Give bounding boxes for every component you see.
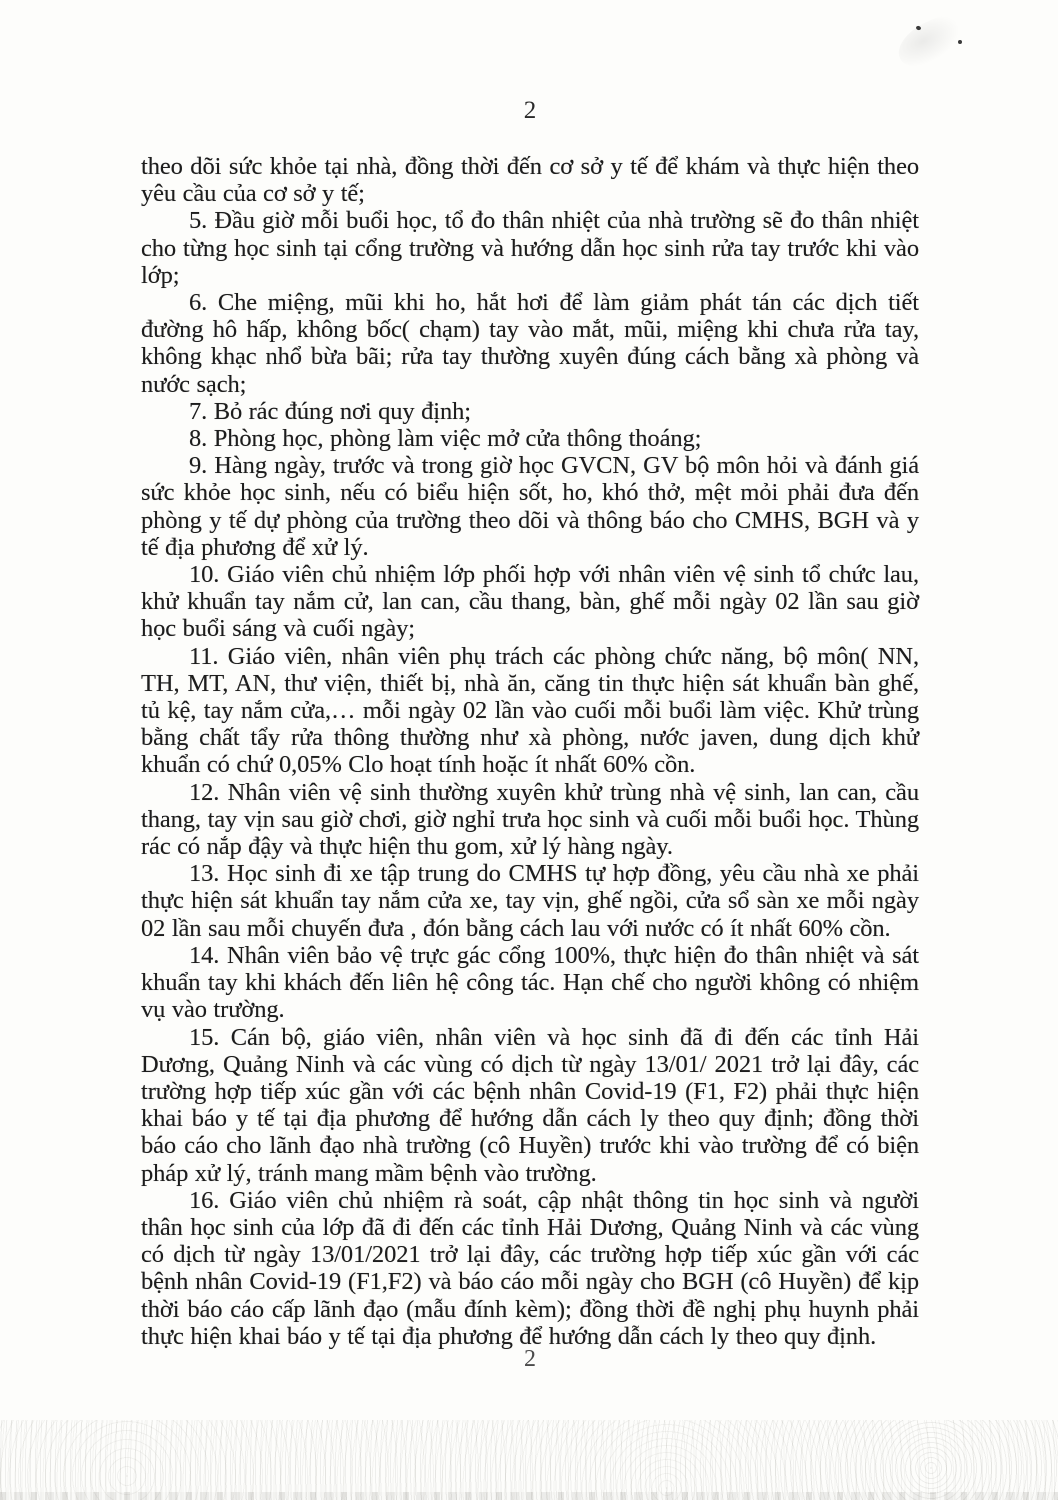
paragraph: 14. Nhân viên bảo vệ trực gác cổng 100%, thực hiện đo thân nhiệt và sát khuẩn tay khi khách đến liên hệ công tác. Hạn chế cho người không có nhiệm vụ vào trường. (141, 941, 919, 1024)
paragraph: 7. Bỏ rác đúng nơi quy định; (189, 397, 471, 425)
paragraph: 12. Nhân viên vệ sinh thường xuyên khử trùng nhà vệ sinh, lan can, cầu thang, tay vịn sau giờ chơi, giờ nghỉ trưa học sinh và cuối mỗi buổi học. Thùng rác có nắp đậy và thực hiện thu gom, xử lý hàng ngày. (141, 778, 919, 861)
document-body (141, 153, 919, 1350)
paragraph: 6. Che miệng, mũi khi ho, hắt hơi để làm giảm phát tán các dịch tiết đường hô hấp, không bốc( chạm) tay vào mắt, mũi, miệng khi chưa rửa tay, không khạc nhổ bừa bãi; rửa tay thường xuyên đúng cách bằng xà phòng và nước sạch; (141, 289, 919, 398)
ink-speck (958, 40, 962, 44)
paragraph: 5. Đầu giờ mỗi buổi học, tổ đo thân nhiệt của nhà trường sẽ đo thân nhiệt cho từng học sinh tại cổng trường và hướng dẫn học sinh rửa tay trước khi vào lớp; (141, 207, 919, 289)
page-number-top: 2 (523, 97, 537, 124)
paragraph: 16. Giáo viên chủ nhiệm rà soát, cập nhật thông tin học sinh và người thân học sinh của lớp đã đi đến các tỉnh Hải Dương, Quảng Ninh và các vùng có dịch từ ngày 13/01/2021 trở lại đây, các trường hợp tiếp xúc gần với các bệnh nhân Covid-19 (F1,F2) và báo cáo mỗi ngày cho BGH (cô Huyền) để kịp thời báo cáo cấp lãnh đạo (mẫu đính kèm); đồng thời đề nghị phụ huynh phải thực hiện khai báo y tế tại địa phương để hướng dẫn cách ly theo quy định. (141, 1186, 919, 1350)
paragraph: 8. Phòng học, phòng làm việc mở cửa thông thoáng; (189, 425, 702, 453)
paragraph: 9. Hàng ngày, trước và trong giờ học GVCN, GV bộ môn hỏi và đánh giá sức khỏe học sinh, nếu có biểu hiện sốt, ho, khó thở, mệt mỏi phải đưa đến phòng y tế dự phòng của trường theo dõi và thông báo cho CMHS, BGH và y tế địa phương để xử lý. (141, 452, 919, 561)
paragraph: theo dõi sức khỏe tại nhà, đồng thời đến cơ sở y tế để khám và thực hiện theo yêu cầu của cơ sở y tế; (141, 153, 919, 208)
scan-noise-edge (0, 1492, 1058, 1500)
scan-noise (0, 1420, 1058, 1500)
paragraph: 11. Giáo viên, nhân viên phụ trách các phòng chức năng, bộ môn( NN, TH, MT, AN, thư viện, thiết bị, nhà ăn, căng tin thực hiện sát khuẩn bàn ghế, tủ kệ, tay nắm cửa,… mỗi ngày 02 lần vào cuối mỗi buổi làm việc. Khử trùng bằng chất tẩy rửa thông thường như xà phòng, nước javen, dung dịch khử khuẩn có chứ 0,05% Clo hoạt tính hoặc ít nhất 60% cồn. (141, 642, 919, 779)
paragraph: 15. Cán bộ, giáo viên, nhân viên và học sinh đã đi đến các tỉnh Hải Dương, Quảng Ninh và các vùng có dịch từ ngày 13/01/ 2021 trở lại đây, các trường hợp tiếp xúc gần với các bệnh nhân Covid-19 (F1, F2) phải thực hiện khai báo y tế tại địa phương để hướng dẫn cách ly theo quy định; đồng thời báo cáo cho lãnh đạo nhà trường (cô Huyền) trước khi vào trường để có biện pháp xử lý, tránh mang mầm bệnh vào trường. (141, 1023, 919, 1187)
paragraph: 10. Giáo viên chủ nhiệm lớp phối hợp với nhân viên vệ sinh tổ chức lau, khử khuẩn tay nắm cử, lan can, cầu thang, bàn, ghế mỗi ngày 02 lần sau giờ học buổi sáng và cuối ngày; (141, 561, 919, 643)
paragraph: 13. Học sinh đi xe tập trung do CMHS tự hợp đồng, yêu cầu nhà xe phải thực hiện sát khuẩn tay nắm cửa xe, tay vịn, ghế ngồi, cửa sổ sàn xe mỗi ngày 02 lần sau mỗi chuyến đưa , đón bằng cách lau với nước có ít nhất 60% cồn. (141, 860, 919, 942)
page-number-bottom: 2 (524, 1346, 536, 1372)
